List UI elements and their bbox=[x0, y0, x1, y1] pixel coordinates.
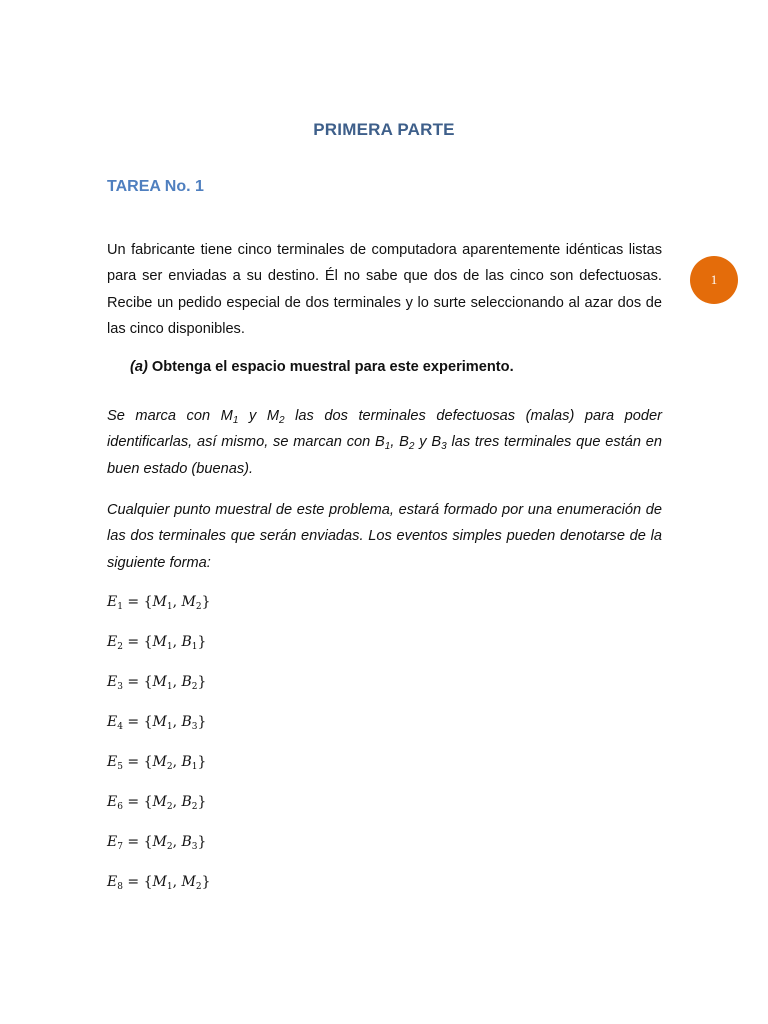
event-equation: $E_4 = \{M_1$, $B_3$} bbox=[107, 714, 207, 732]
event-equation: $E_2 = \{M_1$, $B_1$} bbox=[107, 634, 207, 652]
question-label: (a) bbox=[130, 359, 148, 375]
text-run: las tres terminales que están en buen estado (buenas). bbox=[107, 434, 663, 477]
text-run: Se marca con M bbox=[107, 408, 233, 424]
question-text: Obtenga el espacio muestral para este experimento. bbox=[147, 359, 514, 375]
subscript: 2 bbox=[279, 415, 285, 426]
event-equation: $E_7 = \{M_2$, $B_3$} bbox=[107, 834, 207, 852]
page-number-badge: 1 bbox=[690, 256, 738, 304]
question-a bbox=[130, 359, 514, 375]
subscript: 1 bbox=[232, 415, 239, 426]
section-heading: TAREA No. 1 bbox=[107, 178, 204, 195]
answer-paragraph-2: Cualquier punto muestral de este problema, estará formado por una enumeración de las dos terminales que serán enviadas. Los eventos simples pueden denotarse de la siguiente forma: bbox=[107, 502, 662, 571]
answer-paragraph-1 bbox=[107, 403, 662, 482]
intro-paragraph: Un fabricante tiene cinco terminales de computadora aparentemente idénticas listas para ser enviadas a su destino. Él no sabe que dos de las cinco son defectuosas. Recibe un pedido especial de dos terminales y lo surte seleccionando al azar dos de las cinco disponibles. bbox=[107, 242, 662, 337]
event-equation: $E_3 = \{M_1$, $B_2$} bbox=[107, 674, 207, 692]
text-run: y M bbox=[238, 408, 280, 424]
subscript: 2 bbox=[408, 441, 415, 453]
event-equation: $E_8 = \{M_1$, $M_2$} bbox=[107, 874, 211, 892]
text-run: y B bbox=[414, 434, 442, 451]
text-run: las dos terminales defectuosas (malas) para poder identificarlas, así mismo, se marcan con B bbox=[107, 408, 663, 451]
page-title: PRIMERA PARTE bbox=[313, 120, 455, 139]
subscript: 1 bbox=[384, 441, 391, 453]
event-equation: $E_6 = \{M_2$, $B_2$} bbox=[107, 794, 207, 812]
text-run: , B bbox=[390, 434, 409, 451]
event-equation: $E_5 = \{M_2$, $B_1$} bbox=[107, 754, 207, 772]
subscript: 3 bbox=[441, 441, 447, 453]
event-equation: $E_1 = \{M_1$, $M_2$} bbox=[107, 594, 211, 612]
